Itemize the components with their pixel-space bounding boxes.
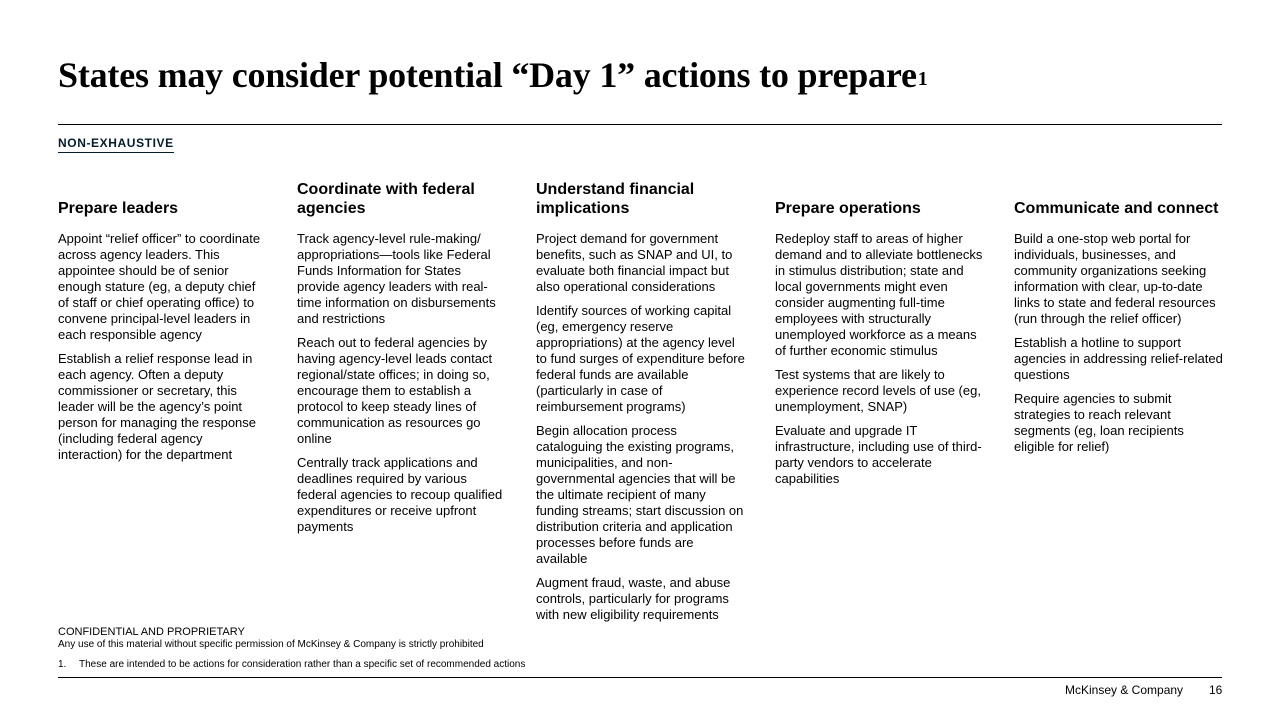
column-item: Establish a hotline to support agencies in addressing relief-related questions (1014, 335, 1223, 382)
column-item: Identify sources of working capital (eg, emergency reserve appropriations) at the agency level to fund surges of expenditure before federal funds are available (particularly in case of reimbursement programs) (536, 303, 745, 414)
column-item: Build a one-stop web portal for individuals, businesses, and community organizations seeking information with clear, up-to-date links to state and federal resources (run through the relief officer) (1014, 231, 1216, 326)
column-item: Require agencies to submit strategies to reach relevant segments (eg, loan recipients eligible for relief) (1014, 391, 1184, 454)
column-item: Begin allocation process cataloguing the existing programs, municipalities, and non-governmental agencies that will be the ultimate recipient of many funding streams; start discussion on distribution criteria and application processes before funds are available (536, 423, 744, 566)
column-heading (58, 178, 268, 218)
column-item: Centrally track applications and deadlines required by various federal agencies to recoup qualified expenditures or receive upfront payments (297, 455, 503, 534)
column-heading (297, 178, 507, 218)
column-item: Establish a relief response lead in each agency. Often a deputy commissioner or secretary, this leader will be the agency’s point person for managing the response (including federal agency interaction) for the department (58, 351, 257, 462)
footnote (58, 659, 525, 671)
permission-notice: Any use of this material without specific permission of McKinsey & Company is strictly prohibited (58, 639, 484, 650)
column-heading (536, 178, 746, 218)
footer-divider (58, 677, 1222, 678)
confidential-label: CONFIDENTIAL AND PROPRIETARY (58, 626, 245, 638)
column-prepare-leaders (58, 178, 268, 471)
column-item: Redeploy staff to areas of higher demand and to alleviate bottlenecks in stimulus distribution; state and local governments might even consider augmenting full-time employees with structurally unemployed workforce as a means of further economic stimulus (775, 231, 983, 358)
column-financial-implications (536, 178, 746, 631)
column-coordinate-federal (297, 178, 507, 543)
footnote-text: These are intended to be actions for consideration rather than a specific set of recommended actions (79, 659, 526, 670)
column-heading-text: Prepare operations (775, 200, 921, 217)
column-communicate-connect (1014, 178, 1224, 463)
column-heading-text: Coordinate with federal agencies (297, 181, 475, 217)
column-item: Augment fraud, waste, and abuse controls, particularly for programs with new eligibility requirements (536, 575, 731, 622)
column-heading-text: Prepare leaders (58, 200, 179, 217)
slide-title-text: States may consider potential “Day 1” actions to prepare (58, 55, 917, 95)
title-footnote-mark: 1 (917, 68, 928, 90)
column-item: Track agency-level rule-making/ appropriations—tools like Federal Funds Information for States provide agency leaders with real-time information on disbursements and restrictions (297, 231, 496, 326)
column-item: Project demand for government benefits, such as SNAP and UI, to evaluate both financial impact but also operational considerations (536, 231, 733, 294)
column-heading (1014, 178, 1224, 218)
page-number: 16 (1209, 683, 1223, 697)
brand-name: McKinsey & Company (1065, 683, 1184, 697)
footnote-number: 1. (58, 659, 67, 670)
column-heading-text: Understand financial implications (536, 181, 695, 217)
column-heading (775, 178, 985, 218)
column-prepare-operations (775, 178, 985, 495)
column-item: Evaluate and upgrade IT infrastructure, including use of third-party vendors to accelerate capabilities (775, 423, 982, 486)
column-item: Test systems that are likely to experience record levels of use (eg, unemployment, SNAP) (775, 367, 981, 414)
column-item: Reach out to federal agencies by having agency-level leads contact regional/state offices; in doing so, encourage them to establish a protocol to keep steady lines of communication as resources go online (297, 335, 493, 446)
title-divider (58, 124, 1222, 125)
column-item: Appoint “relief officer” to coordinate across agency leaders. This appointee should be of senior enough stature (eg, a deputy chief of staff or chief operating office) to convene principal-level leaders in each responsible agency (58, 231, 261, 342)
non-exhaustive-tag: NON-EXHAUSTIVE (58, 136, 174, 153)
column-heading-text: Communicate and connect (1014, 200, 1219, 217)
slide-title (58, 52, 928, 98)
